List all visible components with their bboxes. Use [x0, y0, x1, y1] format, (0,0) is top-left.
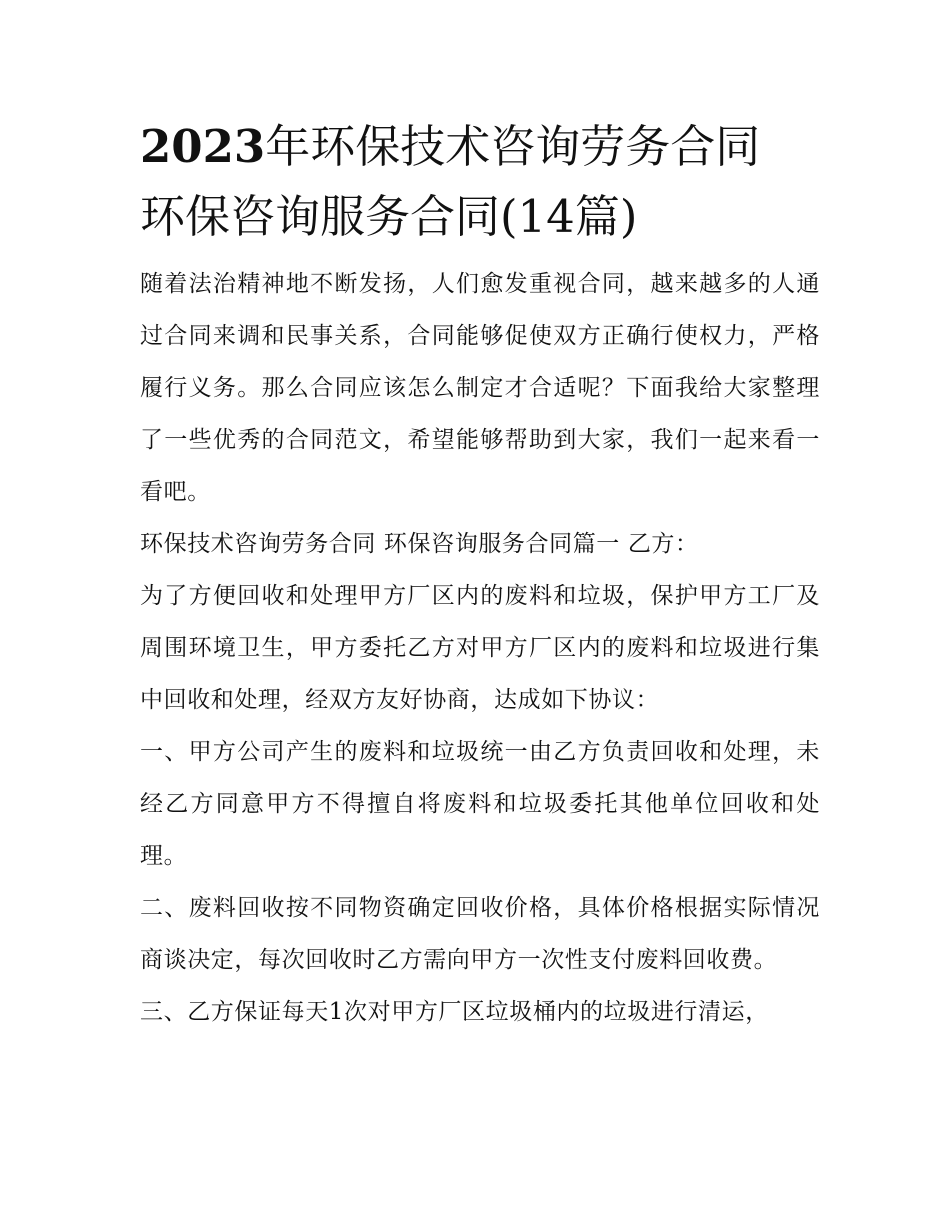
title-year: 2023	[140, 120, 266, 173]
title-line1: 年环保技术咨询劳务合同	[265, 120, 761, 173]
preamble-paragraph: 为了方便回收和处理甲方厂区内的废料和垃圾，保护甲方工厂及周围环境卫生，甲方委托乙方对甲方厂区内的废料和垃圾进行集中回收和处理，经双方友好协商，达成如下协议：	[140, 583, 820, 713]
document-title	[140, 112, 820, 252]
clause-2: 二、废料回收按不同物资确定回收价格，具体价格根据实际情况商谈决定，每次回收时乙方需向甲方一次性支付废料回收费。	[140, 895, 820, 973]
section-heading: 环保技术咨询劳务合同 环保咨询服务合同篇一 乙方：	[140, 531, 699, 557]
title-line2: 环保咨询服务合同(14篇)	[140, 190, 638, 243]
intro-paragraph: 随着法治精神地不断发扬，人们愈发重视合同，越来越多的人通过合同来调和民事关系，合同能够促使双方正确行使权力，严格履行义务。那么合同应该怎么制定才合适呢？下面我给大家整理了一些优秀的合同范文，希望能够帮助到大家，我们一起来看一看吧。	[140, 271, 820, 505]
document-page	[140, 112, 820, 1038]
clause-1: 一、甲方公司产生的废料和垃圾统一由乙方负责回收和处理，未经乙方同意甲方不得擅自将废料和垃圾委托其他单位回收和处理。	[140, 739, 820, 869]
clause-3: 三、乙方保证每天1次对甲方厂区垃圾桶内的垃圾进行清运，	[140, 999, 769, 1025]
